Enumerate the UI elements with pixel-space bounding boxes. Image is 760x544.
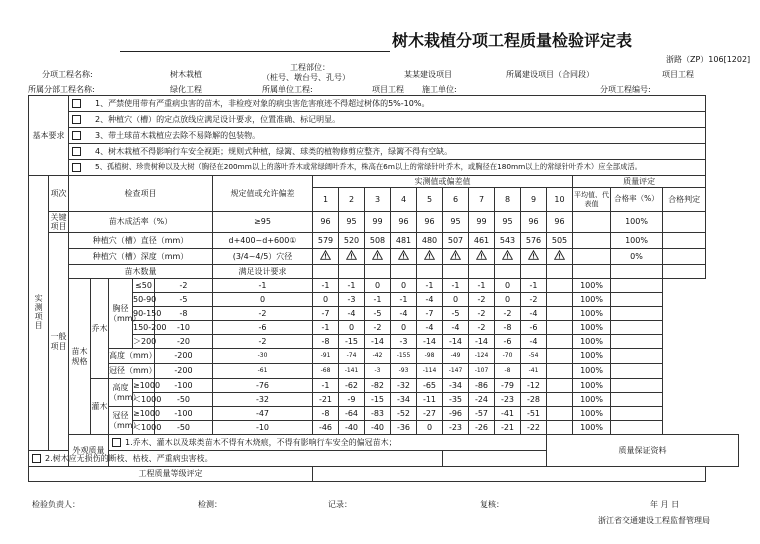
appearance-1-text: 1.乔木、灌木以及球类苗木不得有木烧痕，不得有影响行车安全的偏冠苗木； bbox=[125, 437, 397, 447]
measured-value-4: 96 bbox=[391, 212, 417, 233]
measured-value-3: -74 bbox=[339, 349, 365, 364]
reviewer-label: 复核： bbox=[480, 500, 504, 509]
row-spec: -5 bbox=[155, 293, 213, 307]
measured-value-3: 0 bbox=[339, 321, 365, 335]
warning-icon bbox=[339, 249, 365, 265]
measured-value-8: -14 bbox=[469, 335, 495, 349]
warning-icon bbox=[346, 250, 357, 260]
measured-value-6: -114 bbox=[417, 364, 443, 379]
req-4-checkbox[interactable] bbox=[72, 147, 81, 156]
warning-icon bbox=[313, 249, 339, 265]
measured-value-4: -14 bbox=[365, 335, 391, 349]
measured-value-5: 96 bbox=[417, 212, 443, 233]
measured-value-10: -4 bbox=[521, 307, 547, 321]
sub-item-label: 分项工程名称: bbox=[42, 70, 93, 79]
item-no-header: 项次 bbox=[49, 176, 69, 212]
measured-value-9: -6 bbox=[495, 335, 521, 349]
measured-value-1: 579 bbox=[313, 233, 339, 249]
measured-value-4: -3 bbox=[365, 364, 391, 379]
measured-value-3: -9 bbox=[339, 393, 365, 407]
measured-value-3: -40 bbox=[339, 421, 365, 435]
location-sub-label: （桩号、墩台号、孔号） bbox=[262, 73, 350, 82]
shrub-crown-label: 冠径（mm） bbox=[109, 407, 133, 435]
col-2: 2 bbox=[339, 188, 365, 212]
form-title bbox=[120, 33, 650, 53]
measured-value-2: -68 bbox=[313, 364, 339, 379]
measured-value-2: 520 bbox=[339, 233, 365, 249]
title-text: 树木栽植分项工程质量检验评定表 bbox=[392, 31, 633, 50]
col-6: 6 bbox=[443, 188, 469, 212]
measured-value-2: -8 bbox=[313, 407, 339, 421]
col-5: 5 bbox=[417, 188, 443, 212]
row-spec: -20 bbox=[155, 335, 213, 349]
shrub-height-row bbox=[29, 393, 739, 407]
measured-value-5: -1 bbox=[391, 293, 417, 307]
measured-header: 实测值或偏差值 bbox=[313, 176, 573, 188]
measured-value-2: 95 bbox=[339, 212, 365, 233]
measured-value-3: -64 bbox=[339, 407, 365, 421]
warning-icon bbox=[417, 249, 443, 265]
measured-value-5: 0 bbox=[391, 279, 417, 293]
measured-value-7: -23 bbox=[443, 421, 469, 435]
measured-section-label: 实测项目 bbox=[29, 176, 49, 451]
measured-value-7: -35 bbox=[443, 393, 469, 407]
row-spec: -10 bbox=[155, 321, 213, 335]
req-1-text: 1、严禁使用带有严重病虫害的苗木，非检疫对象的病虫害危害痕迹不得超过树体的5%-10%。 bbox=[95, 98, 430, 108]
measured-value-6: -65 bbox=[417, 379, 443, 393]
row-cond: ≥1000 bbox=[133, 407, 155, 421]
arbor-dbh-row bbox=[29, 293, 739, 307]
inspector-label: 检验负责人： bbox=[32, 500, 80, 509]
row-rate: 100% bbox=[573, 364, 611, 379]
measured-value-9: 0 bbox=[495, 279, 521, 293]
date-label: 年 月 日 bbox=[650, 500, 680, 509]
measured-value-4: -42 bbox=[365, 349, 391, 364]
arbor-dbh-row bbox=[29, 321, 739, 335]
measured-value-4: -1 bbox=[365, 293, 391, 307]
measured-value-8: -2 bbox=[469, 293, 495, 307]
measured-value-3: -3 bbox=[339, 293, 365, 307]
warning-icon bbox=[372, 250, 383, 260]
measured-value-5: -93 bbox=[391, 364, 417, 379]
req-2-text: 2、种植穴（槽）的定点放线应满足设计要求，位置准确、标记明显。 bbox=[95, 114, 341, 124]
measured-value-8: -26 bbox=[469, 421, 495, 435]
warning-icon bbox=[424, 250, 435, 260]
measured-value-10: -28 bbox=[521, 393, 547, 407]
measured-value-9: -23 bbox=[495, 393, 521, 407]
col-1: 1 bbox=[313, 188, 339, 212]
contract-value: 项目工程 bbox=[662, 70, 694, 79]
shrub-height-label: 高度（mm） bbox=[109, 379, 133, 407]
measured-value-10: -22 bbox=[521, 421, 547, 435]
measured-value-8: -24 bbox=[469, 393, 495, 407]
measured-value-1: -30 bbox=[213, 349, 313, 364]
appearance-2-checkbox[interactable] bbox=[32, 454, 41, 463]
measured-value-8: -86 bbox=[469, 379, 495, 393]
row-spec: -200 bbox=[155, 349, 213, 364]
dbh-label: 胸径（mm） bbox=[109, 279, 133, 349]
measured-value-10: -41 bbox=[521, 364, 547, 379]
measured-value-7: -5 bbox=[443, 307, 469, 321]
measured-value-2: -21 bbox=[313, 393, 339, 407]
unit-value: 项目工程 bbox=[372, 85, 404, 94]
measured-value-9: -79 bbox=[495, 379, 521, 393]
col-3: 3 bbox=[365, 188, 391, 212]
measured-value-10: -51 bbox=[521, 407, 547, 421]
measured-value-4: -2 bbox=[365, 321, 391, 335]
count-row bbox=[29, 265, 739, 279]
measured-value-5: 0 bbox=[391, 321, 417, 335]
measured-value-1: -47 bbox=[213, 407, 313, 421]
measured-value-6: -27 bbox=[417, 407, 443, 421]
row-cond: 90-150 bbox=[133, 307, 155, 321]
row-rate: 100% bbox=[573, 321, 611, 335]
measured-value-7: 461 bbox=[469, 233, 495, 249]
measured-value-5: -3 bbox=[391, 335, 417, 349]
measured-value-5: -155 bbox=[391, 349, 417, 364]
shrub-crown-row bbox=[29, 421, 739, 435]
measured-value-3: -141 bbox=[339, 364, 365, 379]
measured-value-1: 0 bbox=[213, 293, 313, 307]
measured-value-8: -57 bbox=[469, 407, 495, 421]
row-spec: -8 bbox=[155, 307, 213, 321]
row-rate: 100% bbox=[573, 407, 611, 421]
measured-value-8: -2 bbox=[469, 321, 495, 335]
measured-value-7: -147 bbox=[443, 364, 469, 379]
key-item-label: 关键项目 bbox=[50, 212, 67, 231]
pass-rate-header: 合格率（%） bbox=[611, 188, 663, 212]
row-rate: 100% bbox=[611, 212, 663, 233]
col-7: 7 bbox=[469, 188, 495, 212]
measured-value-1: 96 bbox=[313, 212, 339, 233]
warning-icon bbox=[365, 249, 391, 265]
measured-value-1: -10 bbox=[213, 421, 313, 435]
arbor-crown-row bbox=[29, 364, 739, 379]
agency-label: 浙江省交通建设工程监督管理局 bbox=[598, 516, 710, 525]
warning-icon bbox=[391, 249, 417, 265]
recorder-label: 记录： bbox=[328, 500, 352, 509]
location-label: 工程部位： bbox=[290, 63, 330, 72]
row-spec: -50 bbox=[155, 393, 213, 407]
measured-value-6: -4 bbox=[417, 293, 443, 307]
measured-value-4: -40 bbox=[365, 421, 391, 435]
measured-value-4: -15 bbox=[365, 393, 391, 407]
measured-value-6: -11 bbox=[417, 393, 443, 407]
appearance-2-text: 2.树木应无损伤的断枝、枯枝、严重病虫害枝。 bbox=[45, 453, 213, 463]
warning-icon bbox=[495, 249, 521, 265]
measured-value-1: -2 bbox=[213, 335, 313, 349]
measured-value-7: -4 bbox=[443, 321, 469, 335]
measured-value-7: -49 bbox=[443, 349, 469, 364]
measured-value-8: -124 bbox=[469, 349, 495, 364]
avg-header: 平均值、代表值 bbox=[573, 188, 611, 212]
req-2-checkbox[interactable] bbox=[72, 115, 81, 124]
measured-value-6: 507 bbox=[443, 233, 469, 249]
measured-value-10: -4 bbox=[521, 335, 547, 349]
measured-value-6: -1 bbox=[417, 279, 443, 293]
grade-row bbox=[29, 467, 739, 482]
judge-header: 合格判定 bbox=[663, 188, 706, 212]
measured-value-9: 576 bbox=[521, 233, 547, 249]
measured-value-3: -62 bbox=[339, 379, 365, 393]
row-spec: -50 bbox=[155, 421, 213, 435]
measured-value-2: -1 bbox=[313, 379, 339, 393]
row-cond: ＜1000 bbox=[133, 421, 155, 435]
col-10: 10 bbox=[547, 188, 573, 212]
measured-value-8: -1 bbox=[469, 279, 495, 293]
measured-value-2: -1 bbox=[313, 279, 339, 293]
measured-value-5: -4 bbox=[391, 307, 417, 321]
shrub-label: 灌木 bbox=[91, 379, 109, 435]
col-4: 4 bbox=[391, 188, 417, 212]
measured-value-9: 96 bbox=[521, 212, 547, 233]
row-cond: ＞200 bbox=[133, 335, 155, 349]
shrub-height-row bbox=[29, 379, 739, 393]
measured-value-9: -8 bbox=[495, 321, 521, 335]
measured-value-9: -2 bbox=[495, 307, 521, 321]
req-1-checkbox[interactable] bbox=[72, 99, 81, 108]
measured-value-3: 508 bbox=[365, 233, 391, 249]
req-4-text: 4、树木栽植不得影响行车安全视距；规则式种植，绿篱、球类的植物修剪应整齐，绿篱不得有空缺。 bbox=[95, 146, 453, 156]
measured-value-2: -7 bbox=[313, 307, 339, 321]
row-rate: 100% bbox=[573, 279, 611, 293]
warning-icon bbox=[554, 250, 565, 260]
measured-value-5: -34 bbox=[391, 393, 417, 407]
measured-value-10: -2 bbox=[521, 293, 547, 307]
warning-icon bbox=[528, 250, 539, 260]
basic-req-row bbox=[29, 96, 739, 112]
sub-item-value: 树木栽植 bbox=[170, 70, 202, 79]
measured-value-1: -76 bbox=[213, 379, 313, 393]
spec-header: 规定值或允许偏差 bbox=[213, 176, 313, 212]
measured-value-10: -6 bbox=[521, 321, 547, 335]
seedling-spec-label: 苗木规格 bbox=[69, 279, 91, 435]
measured-value-3: -1 bbox=[339, 279, 365, 293]
measured-value-7: 99 bbox=[469, 212, 495, 233]
measured-value-5: -32 bbox=[391, 379, 417, 393]
appearance-row bbox=[29, 435, 739, 451]
arbor-dbh-row bbox=[29, 279, 739, 293]
measured-value-8: -107 bbox=[469, 364, 495, 379]
row-cond: 150-200 bbox=[133, 321, 155, 335]
req-5-text: 5、孤植树、珍贵树种以及大树（胸径在200mm以上的落叶乔木或常绿阔叶乔木，株高在6m以上的常绿针叶乔木，或胸径在180mm以上的常绿针叶乔木）应全部成活。 bbox=[95, 162, 642, 172]
measured-value-7: -96 bbox=[443, 407, 469, 421]
warning-icon bbox=[547, 249, 573, 265]
warning-icon bbox=[476, 250, 487, 260]
row-spec: 满足设计要求 bbox=[213, 265, 313, 279]
measured-value-8: 95 bbox=[495, 212, 521, 233]
measured-value-8: -2 bbox=[469, 307, 495, 321]
measured-value-5: -52 bbox=[391, 407, 417, 421]
row-name: 种植穴（槽）深度（mm） bbox=[69, 249, 213, 265]
quality-table bbox=[28, 95, 739, 482]
row-spec: ≥95 bbox=[213, 212, 313, 233]
appearance-label: 外观质量 bbox=[69, 435, 109, 467]
measured-value-4: -82 bbox=[365, 379, 391, 393]
tester-label: 检测： bbox=[198, 500, 222, 509]
measured-value-7: -1 bbox=[443, 279, 469, 293]
row-rate: 100% bbox=[573, 293, 611, 307]
measured-value-6: 95 bbox=[443, 212, 469, 233]
parent-item-label: 所属分部工程名称: bbox=[28, 85, 95, 94]
appearance-1-checkbox[interactable] bbox=[112, 438, 121, 447]
project-name: 某某建设项目 bbox=[404, 70, 452, 79]
req-3-text: 3、带土球苗木栽植应去除不易降解的包装物。 bbox=[95, 130, 261, 140]
measured-value-3: 99 bbox=[365, 212, 391, 233]
measured-value-7: 0 bbox=[443, 293, 469, 307]
measured-value-6: -98 bbox=[417, 349, 443, 364]
measured-value-3: -4 bbox=[339, 307, 365, 321]
measured-value-10: 96 bbox=[547, 212, 573, 233]
measured-value-9: -8 bbox=[495, 364, 521, 379]
measured-value-1: -61 bbox=[213, 364, 313, 379]
warning-icon bbox=[521, 249, 547, 265]
row-spec: d+400~d+600① bbox=[213, 233, 313, 249]
sub-item-no-label: 分项工程编号: bbox=[600, 85, 651, 94]
measured-value-9: -70 bbox=[495, 349, 521, 364]
measured-value-2: -46 bbox=[313, 421, 339, 435]
measured-value-4: -5 bbox=[365, 307, 391, 321]
req-5-checkbox[interactable] bbox=[72, 163, 81, 172]
warning-icon bbox=[469, 249, 495, 265]
row-name: 苗木成活率（%） bbox=[69, 212, 213, 233]
measured-value-5: 480 bbox=[417, 233, 443, 249]
measured-value-9: -41 bbox=[495, 407, 521, 421]
row-rate: 100% bbox=[573, 349, 611, 364]
measured-value-4: -83 bbox=[365, 407, 391, 421]
measured-value-6: -4 bbox=[417, 321, 443, 335]
measured-value-2: -1 bbox=[313, 321, 339, 335]
measured-value-1: -6 bbox=[213, 321, 313, 335]
measured-value-2: 0 bbox=[313, 293, 339, 307]
measured-value-10: -54 bbox=[521, 349, 547, 364]
row-rate: 100% bbox=[573, 379, 611, 393]
warning-icon bbox=[398, 250, 409, 260]
title-underline bbox=[120, 51, 390, 52]
grade-label: 工程质量等级评定 bbox=[29, 467, 313, 482]
row-cond: ≥1000 bbox=[133, 379, 155, 393]
measured-value-3: -15 bbox=[339, 335, 365, 349]
check-item-header: 检查项目 bbox=[69, 176, 213, 212]
measured-value-10: -1 bbox=[521, 279, 547, 293]
measured-value-9: -21 bbox=[495, 421, 521, 435]
row-rate: 100% bbox=[573, 421, 611, 435]
measured-value-7: -14 bbox=[443, 335, 469, 349]
basic-req-label: 基本要求 bbox=[29, 96, 69, 176]
row-spec: -2 bbox=[155, 279, 213, 293]
row-spec: -100 bbox=[155, 379, 213, 393]
warning-icon bbox=[443, 249, 469, 265]
arbor-dbh-row bbox=[29, 335, 739, 349]
warning-icon bbox=[450, 250, 461, 260]
row-rate: 100% bbox=[573, 393, 611, 407]
row-rate: 0% bbox=[611, 249, 663, 265]
row-cond: ＜1000 bbox=[133, 393, 155, 407]
constructor-label: 施工单位: bbox=[422, 85, 457, 94]
row-cond: ≤50 bbox=[133, 279, 155, 293]
doc-label: 质量保证资料 bbox=[547, 435, 739, 467]
form-code: 浙路（ZP）106[1202] bbox=[666, 55, 751, 64]
measured-value-8: 543 bbox=[495, 233, 521, 249]
measured-value-10: 505 bbox=[547, 233, 573, 249]
measured-value-5: -36 bbox=[391, 421, 417, 435]
col-8: 8 bbox=[495, 188, 521, 212]
row-name: 高度（mm） bbox=[109, 349, 155, 364]
pit-depth-row bbox=[29, 249, 739, 265]
col-9: 9 bbox=[521, 188, 547, 212]
pit-dia-row bbox=[29, 233, 739, 249]
warning-icon bbox=[502, 250, 513, 260]
measured-value-7: -34 bbox=[443, 379, 469, 393]
measured-value-2: -8 bbox=[313, 335, 339, 349]
measured-value-1: -2 bbox=[213, 307, 313, 321]
row-cond: 50-90 bbox=[133, 293, 155, 307]
measured-value-4: 481 bbox=[391, 233, 417, 249]
arbor-height-row bbox=[29, 349, 739, 364]
measured-value-9: 0 bbox=[495, 293, 521, 307]
req-3-checkbox[interactable] bbox=[72, 131, 81, 140]
row-name: 苗木数量 bbox=[69, 265, 213, 279]
measured-value-6: 0 bbox=[417, 421, 443, 435]
contract-label: 所属建设项目（合同段） bbox=[506, 70, 594, 79]
row-rate: 100% bbox=[573, 335, 611, 349]
row-spec: -200 bbox=[155, 364, 213, 379]
measured-value-1: -32 bbox=[213, 393, 313, 407]
row-spec: -100 bbox=[155, 407, 213, 421]
general-item-label: 一般项目 bbox=[49, 233, 69, 451]
row-name: 种植穴（槽）直径（mm） bbox=[69, 233, 213, 249]
warning-icon bbox=[320, 250, 331, 260]
row-rate: 100% bbox=[573, 307, 611, 321]
measured-value-6: -14 bbox=[417, 335, 443, 349]
measured-value-6: -7 bbox=[417, 307, 443, 321]
measured-value-4: 0 bbox=[365, 279, 391, 293]
measured-value-2: -91 bbox=[313, 349, 339, 364]
measured-value-1: -1 bbox=[213, 279, 313, 293]
arbor-label: 乔木 bbox=[91, 279, 109, 379]
unit-label: 所属单位工程: bbox=[262, 85, 313, 94]
measured-value-10: -12 bbox=[521, 379, 547, 393]
quality-header: 质量评定 bbox=[573, 176, 706, 188]
survival-row bbox=[29, 212, 739, 233]
row-name: 冠径（mm） bbox=[109, 364, 155, 379]
shrub-crown-row bbox=[29, 407, 739, 421]
parent-item-value: 绿化工程 bbox=[170, 85, 202, 94]
row-rate: 100% bbox=[611, 233, 663, 249]
row-spec: (3/4~4/5）穴径 bbox=[213, 249, 313, 265]
